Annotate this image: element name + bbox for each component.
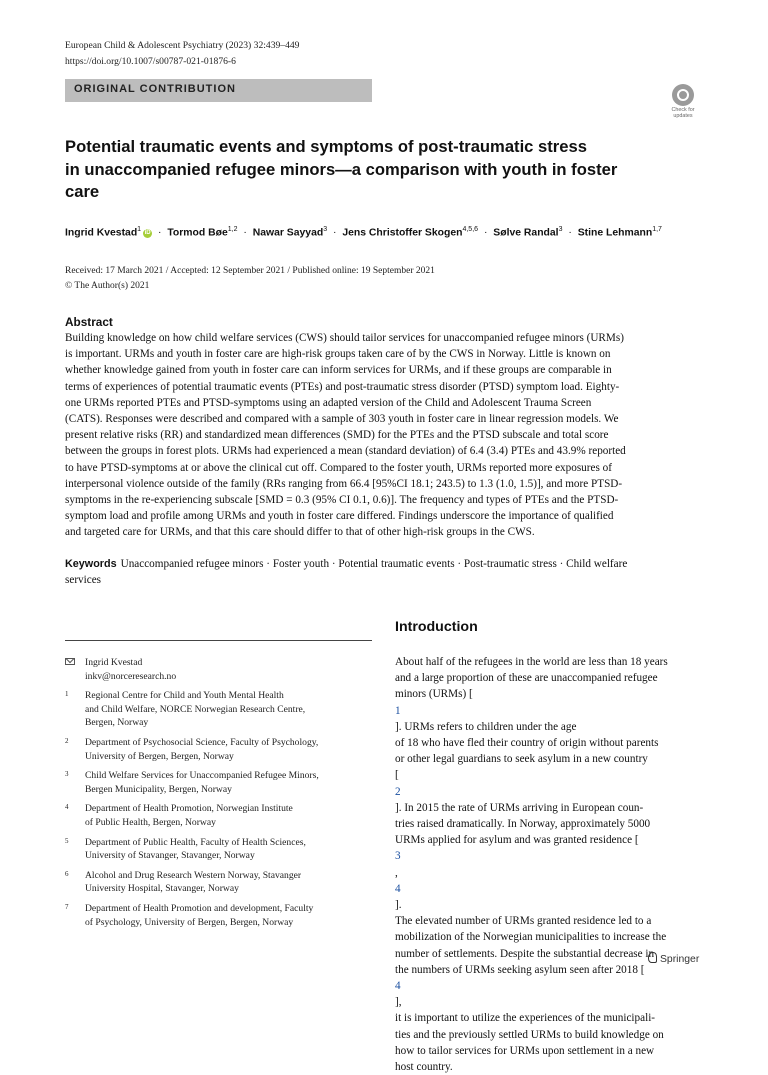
introduction-line <box>395 913 707 929</box>
introduction-text: the numbers of URMs seeking asylum seen after 2018 [ <box>395 963 645 976</box>
affiliation-line: Department of Psychosocial Science, Faculty of Psychology, <box>85 736 319 748</box>
introduction-text: tries raised dramatically. In Norway, approximately 5000 <box>395 818 651 831</box>
introduction-text: The elevated number of URMs granted residence led to a <box>395 915 652 928</box>
author-affiliation-sup: 1 <box>137 226 142 233</box>
introduction-line <box>395 1043 707 1059</box>
introduction-text: ], <box>395 996 402 1009</box>
corresponding-author-footnote <box>65 656 375 683</box>
introduction-line <box>395 1010 707 1026</box>
author-separator: · <box>243 227 247 239</box>
abstract-line: to have PTSD-symptoms at or above the clinical cut off. Compared to the foster youth, URMs reported more exposures of <box>65 461 612 474</box>
check-for-updates-icon <box>672 84 694 106</box>
affiliation-line: Department of Public Health, Faculty of Health Sciences, <box>85 836 306 848</box>
introduction-line <box>395 751 707 767</box>
author-name[interactable]: Stine Lehmann <box>577 227 653 239</box>
author-name[interactable]: Ingrid Kvestad <box>65 227 138 239</box>
author-name[interactable]: Tormod Bøe <box>167 227 228 239</box>
abstract-body <box>65 330 705 541</box>
check-for-updates-label: Check for updates <box>671 107 695 119</box>
affiliation-number: 6 <box>65 869 69 878</box>
paper-title-line: Potential traumatic events and symptoms of post-traumatic stress <box>65 137 587 156</box>
affiliation-number: 4 <box>65 803 69 812</box>
footnote-divider <box>65 640 372 641</box>
introduction-text: ]. <box>395 899 402 912</box>
affiliation-item <box>65 769 375 796</box>
paper-title <box>65 136 665 204</box>
introduction-line <box>395 654 707 670</box>
introduction-text: ties and the previously settled URMs to build knowledge on <box>395 1028 664 1041</box>
affiliation-line: Regional Centre for Child and Youth Mental Health <box>85 690 284 702</box>
affiliation-line: Bergen, Norway <box>85 717 149 729</box>
author-affiliation-sup: 4,5,6 <box>462 226 479 233</box>
affiliation-line: and Child Welfare, NORCE Norwegian Research Centre, <box>85 703 306 715</box>
springer-logo <box>648 952 699 965</box>
affiliation-item <box>65 869 375 896</box>
introduction-text: ]. URMs refers to children under the age <box>395 720 577 733</box>
affiliation-line: Department of Health Promotion, Norwegian Institute <box>85 803 293 815</box>
author-name[interactable]: Jens Christoffer Skogen <box>342 227 463 239</box>
keywords-line: services <box>65 574 102 586</box>
affiliation-line: University Hospital, Stavanger, Norway <box>85 883 239 895</box>
publication-dates: Received: 17 March 2021 / Accepted: 12 September 2021 / Published online: 19 September 2021 <box>65 266 435 276</box>
affiliation-line: Department of Health Promotion and development, Faculty <box>85 902 314 914</box>
author-separator: · <box>157 227 162 239</box>
abstract-line: is important. URMs and youth in foster care are high-risk groups taken care of by the CWS in Norway. Little is known on <box>65 348 611 361</box>
abstract-line: Building knowledge on how child welfare services (CWS) should tailor services for unaccompanied refugee minors (URMs) <box>65 332 624 344</box>
abstract-line: present relative risks (RR) and standardized mean differences (SMD) for the PTEs and the PTSD subscale and total score <box>65 429 609 442</box>
affiliation-line: Alcohol and Drug Research Western Norway, Stavanger <box>85 869 302 881</box>
introduction-text: [ <box>395 769 399 782</box>
abstract-line: whether knowledge gained from youth in foster care can inform services for URMs, and if these groups are comparable in <box>65 364 612 377</box>
introduction-line <box>395 1027 707 1043</box>
affiliation-item <box>65 902 375 929</box>
publication-history <box>65 264 435 293</box>
affiliation-number: 2 <box>65 736 69 745</box>
check-for-updates-badge[interactable] <box>664 84 702 122</box>
corresponding-author-email[interactable]: inkv@norceresearch.no <box>85 670 177 682</box>
author-affiliation-sup: 1,2 <box>227 226 238 233</box>
affiliation-item <box>65 689 375 730</box>
corresponding-author-name: Ingrid Kvestad <box>85 657 143 668</box>
article-type-label: ORIGINAL CONTRIBUTION <box>74 83 236 95</box>
introduction-text: URMs applied for asylum and was granted residence [ <box>395 834 639 847</box>
affiliation-line: of Psychology, University of Bergen, Bergen, Norway <box>85 916 294 928</box>
citation-link[interactable]: 4 <box>395 882 401 895</box>
introduction-line <box>395 832 707 913</box>
introduction-text: of 18 who have fled their country of origin without parents <box>395 737 659 750</box>
author-name[interactable]: Sølve Randal <box>493 227 559 239</box>
introduction-text: minors (URMs) [ <box>395 688 473 701</box>
keywords-list: Unaccompanied refugee minors · Foster youth · Potential traumatic events · Post-traumatic stress · Child welfare <box>120 558 628 570</box>
keywords-line <box>65 556 705 572</box>
introduction-line <box>395 962 707 1011</box>
affiliation-line: of Public Health, Bergen, Norway <box>85 816 216 828</box>
abstract-line: one URMs reported PTEs and PTSD-symptoms using an adapted version of the Child and Adolescent Trauma Screen <box>65 396 592 409</box>
introduction-line <box>395 929 707 945</box>
affiliation-number: 1 <box>65 690 69 699</box>
affiliation-number: 7 <box>65 902 69 911</box>
article-type-band <box>65 79 372 102</box>
author-affiliation-sup: 1,7 <box>652 226 662 233</box>
abstract-line: terms of experiences of potential traumatic events (PTEs) and post-traumatic stress disorder (PTSD) symptom load. Eighty- <box>65 380 620 393</box>
journal-header <box>65 38 299 70</box>
introduction-text: About half of the refugees in the world are less than 18 years <box>395 656 668 668</box>
introduction-line <box>395 670 707 686</box>
introduction-line <box>395 767 707 816</box>
abstract-line: interpersonal violence outside of the family (RRs ranging from 66.4 [95%CI 18.1; 243.5) to 1.3 (1.0, 1.5)], and more PTSD- <box>65 477 623 490</box>
journal-citation: European Child & Adolescent Psychiatry (2023) 32:439–449 <box>65 40 300 51</box>
abstract-line: and targeted care for URMs, and that this care should differ to that of other high-risk groups in the CWS. <box>65 526 535 539</box>
introduction-text: ]. In 2015 the rate of URMs arriving in European coun- <box>395 801 644 814</box>
doi-link[interactable]: https://doi.org/10.1007/s00787-021-01876-6 <box>65 56 236 67</box>
introduction-line <box>395 816 707 832</box>
abstract-heading: Abstract <box>65 315 113 329</box>
author-separator: · <box>568 227 572 239</box>
introduction-text: number of settlements. Despite the substantial decrease in <box>395 947 655 960</box>
introduction-line <box>395 1059 707 1075</box>
keywords-label: Keywords <box>65 558 117 570</box>
orcid-icon[interactable]: iD <box>144 230 151 237</box>
introduction-text: mobilization of the Norwegian municipalities to increase the <box>395 931 667 944</box>
publisher-name: Springer <box>660 954 700 965</box>
citation-link[interactable]: 1 <box>395 704 401 717</box>
affiliation-number: 3 <box>65 770 69 779</box>
abstract-line: between the groups in forest plots. URMs had experienced a mean (standard deviation) of 6.4 (3.4) PTEs and 43.9% reported <box>65 445 626 458</box>
author-affiliation-sup: 3 <box>558 226 563 233</box>
introduction-text: and a large proportion of these are unaccompanied refugee <box>395 672 658 685</box>
author-affiliation-sup: 3 <box>323 226 328 233</box>
author-separator: · <box>333 227 337 239</box>
author-separator: · <box>483 227 488 239</box>
paper-title-line: care <box>65 182 100 201</box>
abstract-line: symptom load and profile among URMs and youth in foster care differed. Findings underscore the importance of qualified <box>65 510 614 523</box>
email-icon <box>65 658 75 665</box>
paper-title-line: in unaccompanied refugee minors—a comparison with youth in foster <box>65 159 618 179</box>
affiliation-line: University of Bergen, Bergen, Norway <box>85 750 234 762</box>
citation-link[interactable]: 4 <box>395 980 401 993</box>
affiliation-item <box>65 836 375 863</box>
citation-link[interactable]: 3 <box>395 850 401 863</box>
introduction-text: host country. <box>395 1061 453 1074</box>
copyright-line: © The Author(s) 2021 <box>65 280 150 291</box>
introduction-text: or other legal guardians to seek asylum in a new country <box>395 753 648 766</box>
citation-link[interactable]: 2 <box>395 785 401 798</box>
author-name[interactable]: Nawar Sayyad <box>252 227 324 239</box>
introduction-line <box>395 686 707 735</box>
affiliation-line: Bergen Municipality, Bergen, Norway <box>85 783 232 795</box>
springer-horse-icon <box>648 952 657 963</box>
author-list <box>65 226 662 238</box>
footnotes <box>65 656 375 935</box>
introduction-line <box>395 735 707 751</box>
abstract-line: symptoms in the re-experiencing subscale [SMD = 0.3 (95% CI 0.1, 0.6)]. The frequency and types of PTEs and the PTSD- <box>65 494 619 507</box>
keywords-section <box>65 556 705 588</box>
affiliation-number: 5 <box>65 836 69 845</box>
introduction-text: it is important to utilize the experiences of the municipali- <box>395 1012 656 1025</box>
affiliation-list <box>65 689 375 929</box>
affiliation-item <box>65 736 375 763</box>
introduction-heading: Introduction <box>395 619 478 635</box>
affiliation-line: Child Welfare Services for Unaccompanied Refugee Minors, <box>85 770 319 782</box>
abstract-line: (CATS). Responses were described and compared with a sample of 303 youth in foster care in linear regression models. We <box>65 413 619 426</box>
introduction-body <box>395 654 707 1075</box>
introduction-text: how to tailor services for URMs upon settlement in a new <box>395 1044 655 1057</box>
affiliation-item <box>65 802 375 829</box>
affiliation-line: University of Stavanger, Stavanger, Norway <box>85 850 255 862</box>
introduction-text: , <box>395 866 398 879</box>
